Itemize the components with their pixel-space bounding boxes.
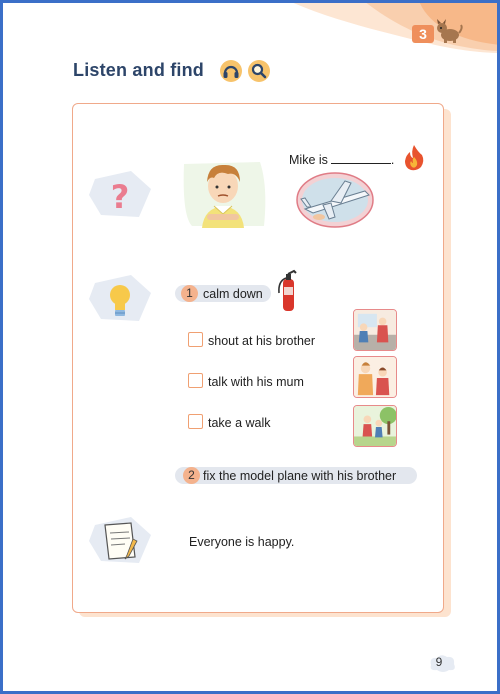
- option-checkbox-shout[interactable]: [188, 332, 203, 347]
- option-label-shout: shout at his brother: [208, 334, 316, 348]
- option-label-talk: talk with his mum: [208, 375, 304, 389]
- fire-extinguisher-icon: [276, 269, 298, 313]
- shouting-picture: [353, 309, 397, 351]
- section-title: Listen and find: [73, 60, 204, 80]
- question-prompt: [289, 152, 394, 167]
- option-checkbox-walk[interactable]: [188, 414, 203, 429]
- step-1-label: calm down: [203, 287, 263, 301]
- unit-badge: 3: [412, 25, 434, 43]
- magnifier-icon[interactable]: [247, 59, 271, 83]
- boy-picture: [178, 156, 268, 228]
- svg-text:?: ?: [110, 178, 130, 216]
- question-text: Mike is: [289, 153, 328, 167]
- headphones-icon[interactable]: [219, 59, 243, 83]
- talking-picture: [353, 356, 397, 398]
- page-number: 9: [435, 655, 443, 669]
- step-1-number: 1: [181, 285, 198, 302]
- corner-decoration: [269, 1, 499, 61]
- question-mark-icon: [87, 169, 153, 221]
- answer-blank[interactable]: [331, 152, 391, 164]
- option-checkbox-talk[interactable]: [188, 373, 203, 388]
- lightbulb-icon: [87, 273, 153, 325]
- dog-icon: [433, 18, 463, 44]
- model-plane-picture: [295, 171, 375, 229]
- conclusion-text: Everyone is happy.: [189, 535, 295, 549]
- option-label-walk: take a walk: [208, 416, 271, 430]
- step-2-number: 2: [183, 467, 200, 484]
- fire-icon: [402, 143, 426, 171]
- answer-period: .: [390, 153, 395, 167]
- step-2-label: fix the model plane with his brother: [203, 469, 397, 483]
- walking-picture: [353, 405, 397, 447]
- note-paper-icon: [87, 515, 153, 567]
